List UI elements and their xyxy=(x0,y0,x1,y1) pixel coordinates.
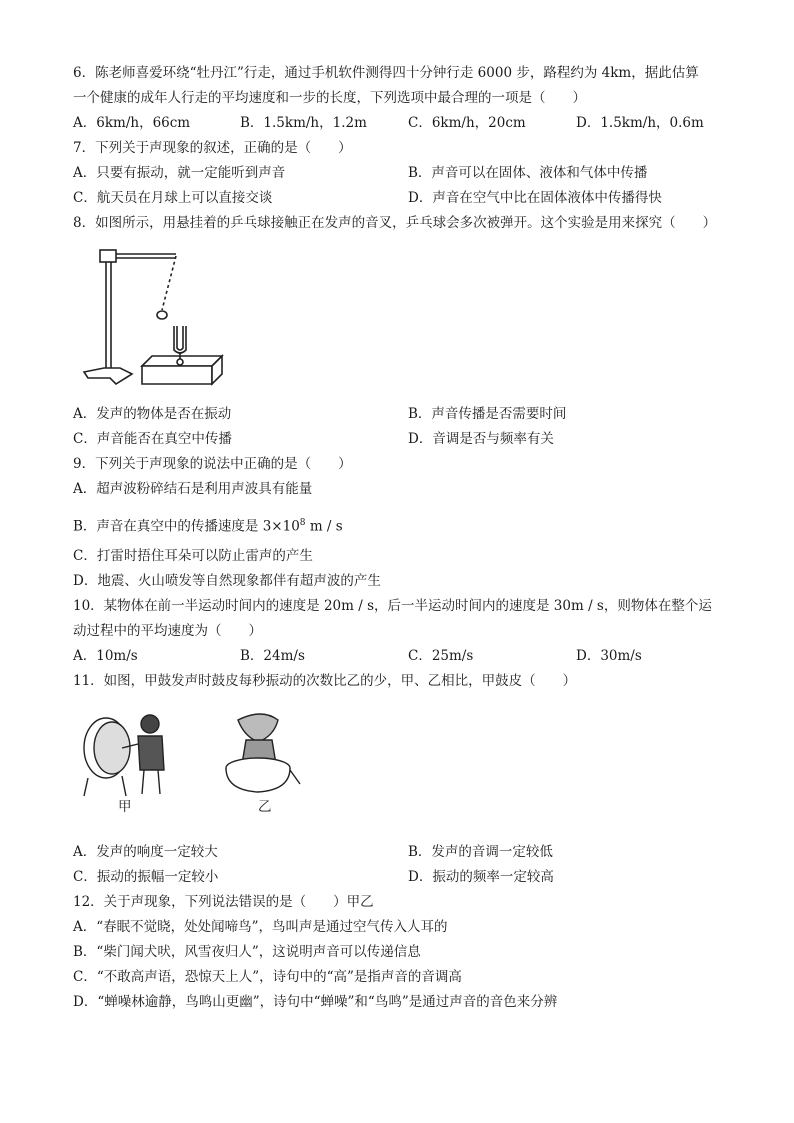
q7-option-b: B．声音可以在固体、液体和气体中传播 xyxy=(408,165,648,181)
q6-stem-line2: 一个健康的成年人行走的平均速度和一步的长度，下列选项中最合理的一项是（ ） xyxy=(73,90,586,106)
drum-yi-figure xyxy=(218,706,302,802)
q10-option-d: D．30m/s xyxy=(576,648,642,664)
drum-jia-figure xyxy=(78,708,178,800)
q11-option-c: C．振动的振幅一定较小 xyxy=(73,869,219,885)
q9-option-b-unit: m / s xyxy=(305,518,343,535)
q9-stem: 9．下列关于声现象的说法中正确的是（ ） xyxy=(73,456,352,472)
q8-option-a: A．发声的物体是否在振动 xyxy=(73,406,232,422)
tuning-fork xyxy=(174,326,186,353)
q7-option-d: D．声音在空气中比在固体液体中传播得快 xyxy=(408,190,662,206)
q9-option-b-exponent: 8 xyxy=(299,518,306,528)
q7-option-c: C．航天员在月球上可以直接交谈 xyxy=(73,190,273,206)
q6-option-d: D．1.5km/h，0.6m xyxy=(576,115,704,131)
q6-option-a: A．6km/h，66cm xyxy=(73,115,191,131)
q12-stem: 12．关于声现象，下列说法错误的是（ ）甲乙 xyxy=(73,894,374,910)
q9-option-c: C．打雷时捂住耳朵可以防止雷声的产生 xyxy=(73,548,313,564)
q8-option-b: B．声音传播是否需要时间 xyxy=(408,406,567,422)
q6-option-c: C．6km/h，20cm xyxy=(408,115,526,131)
q12-option-b: B．“柴门闻犬吠，风雪夜归人”，这说明声音可以传递信息 xyxy=(73,944,421,960)
q6-option-b: B．1.5km/h，1.2m xyxy=(240,115,367,131)
q10-option-a: A．10m/s xyxy=(73,648,138,664)
tuning-fork-pingpong-figure xyxy=(76,244,226,394)
q11-option-d: D．振动的频率一定较高 xyxy=(408,869,554,885)
q11-option-a: A．发声的响度一定较大 xyxy=(73,844,218,860)
resonance-box xyxy=(142,366,212,384)
q11-figure-label-yi: 乙 xyxy=(258,799,272,815)
q9-option-a: A．超声波粉碎结石是利用声波具有能量 xyxy=(73,481,313,497)
q9-option-b xyxy=(73,514,343,536)
string xyxy=(162,256,176,310)
q8-option-d: D．音调是否与频率有关 xyxy=(408,431,554,447)
drummer-body xyxy=(138,736,164,770)
q12-option-a: A．“春眠不觉晓，处处闻啼鸟”，鸟叫声是通过空气传入人耳的 xyxy=(73,919,448,935)
q10-option-b: B．24m/s xyxy=(240,648,305,664)
q9-option-d: D．地震、火山喷发等自然现象都伴有超声波的产生 xyxy=(73,573,381,589)
drummer-head xyxy=(141,715,159,733)
q12-option-c: C．“不敢高声语，恐惊天上人”，诗句中的“高”是指声音的音调高 xyxy=(73,969,462,985)
q8-stem: 8．如图所示，用悬挂着的乒乓球接触正在发声的音叉，乒乓球会多次被弹开。这个实验是用来探究（ ） xyxy=(73,215,717,231)
q9-option-b-text: B．声音在真空中的传播速度是 3×10 xyxy=(73,518,300,535)
q11-figure-label-jia: 甲 xyxy=(118,799,132,815)
q12-option-d: D．“蝉噪林逾静，鸟鸣山更幽”，诗句中“蝉噪”和“鸟鸣”是通过声音的音色来分辨 xyxy=(73,994,558,1010)
q7-stem: 7．下列关于声现象的叙述，正确的是（ ） xyxy=(73,140,352,156)
drummer-yi xyxy=(238,714,278,742)
q11-option-b: B．发声的音调一定较低 xyxy=(408,844,553,860)
q10-stem-line1: 10．某物体在前一半运动时间内的速度是 20m / s，后一半运动时间内的速度是 30m / s，则物体在整个运 xyxy=(73,598,712,614)
q6-stem-line1: 6．陈老师喜爱环绕“牡丹江”行走，通过手机软件测得四十分钟行走 6000 步，路程约为 4km，据此估算 xyxy=(73,65,699,81)
q8-option-c: C．声音能否在真空中传播 xyxy=(73,431,232,447)
q10-option-c: C．25m/s xyxy=(408,648,474,664)
stand-base xyxy=(84,368,132,384)
stand-clamp xyxy=(100,250,116,262)
q7-option-a: A．只要有振动，就一定能听到声音 xyxy=(73,165,286,181)
q10-stem-line2: 动过程中的平均速度为（ ） xyxy=(73,623,262,639)
q11-stem: 11．如图，甲鼓发声时鼓皮每秒振动的次数比乙的少，甲、乙相比，甲鼓皮（ ） xyxy=(73,673,577,689)
pingpong-ball xyxy=(157,311,167,319)
